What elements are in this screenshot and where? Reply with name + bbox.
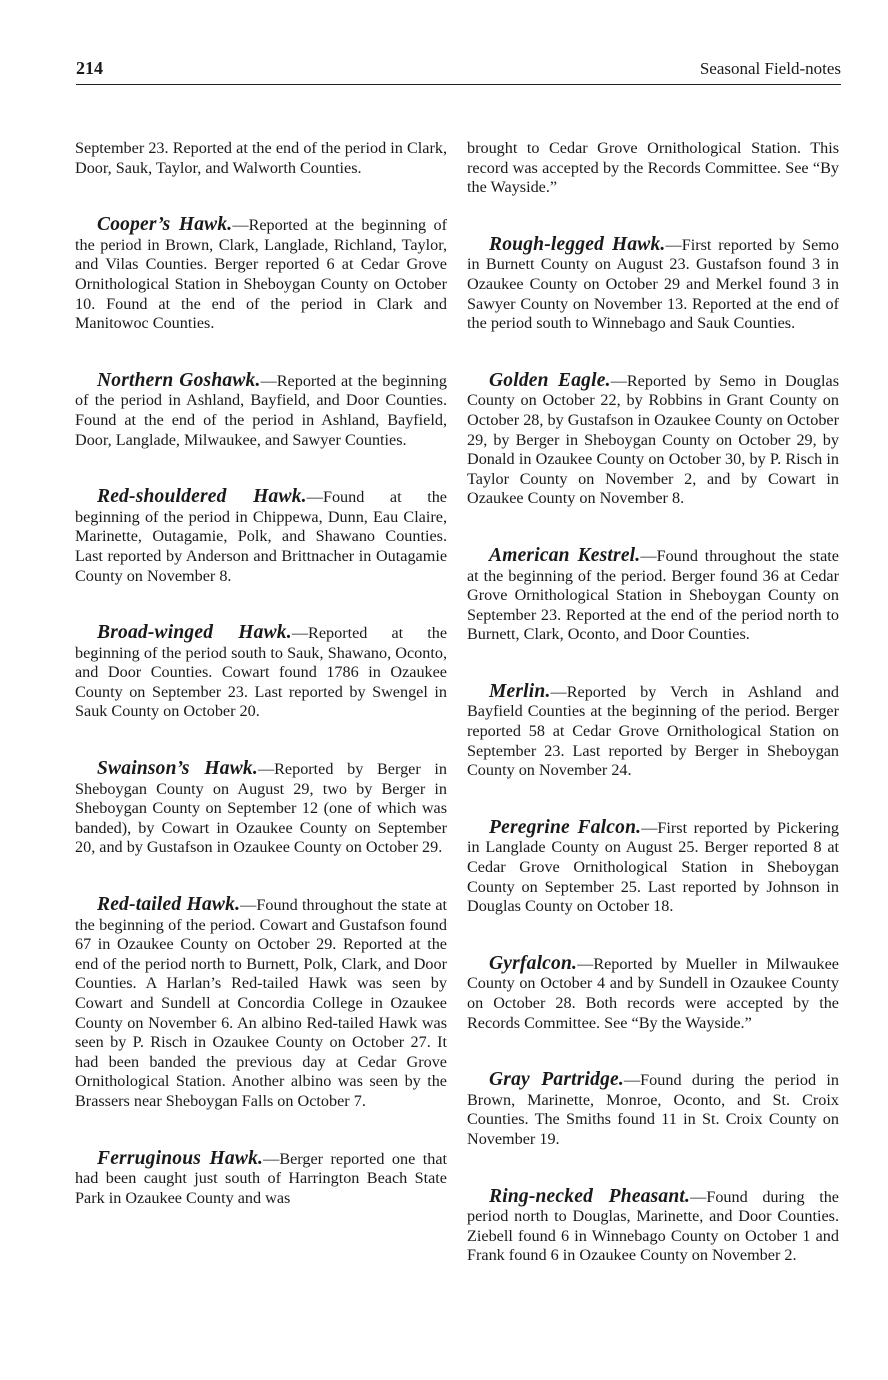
species-name: Swainson’s Hawk. xyxy=(97,758,258,780)
entry-text: —Found throughout the state at the beginning of the period. Cowart and Gustafson found 67 in Ozaukee County on October 29. Reported at the end of the period north to Burnett, Polk, Clark, and Door Counties. A Harlan’s Red-tailed Hawk was seen by Cowart and Sundell at Concordia College in Ozaukee County on November 6. An albino Red-tailed Hawk was seen by P. Risch in Ozaukee County on October 27. It had been banded the previous day at Cedar Grove Ornithological Station. Another albino was seen by the Brassers near Sheboygan Falls on October 7. xyxy=(75,896,448,1110)
species-name: Rough-legged Hawk. xyxy=(489,233,666,255)
species-entry-golden-eagle xyxy=(467,371,839,509)
species-name: Golden Eagle. xyxy=(489,369,611,391)
species-name: Cooper’s Hawk. xyxy=(97,214,233,236)
species-entry-swainsons-hawk xyxy=(75,759,447,858)
entry-text: —Reported at the beginning of the period in Brown, Clark, Langlade, Richland, Taylor, and Vilas Counties. Berger reported 6 at Cedar Grove Ornithological Station in Sheboygan County on October 10. Found at the end of the period in Clark and Manitowoc Counties. xyxy=(75,216,447,333)
species-entry-red-shouldered-hawk xyxy=(75,487,447,586)
species-name: Ring-necked Pheasant. xyxy=(489,1185,691,1207)
entry-text: —First reported by Pickering in Langlade County on August 25. Berger reported 8 at Cedar Grove Ornithological Station in Sheboygan County on September 25. Last reported by Johnson in Douglas County on October 18. xyxy=(467,818,839,916)
entry-text: —Found at the beginning of the period in Chippewa, Dunn, Eau Claire, Marinette, Outagamie, Polk, and Shawano Counties. Last reported by Anderson and Brittnacher in Outagamie County on November 8. xyxy=(75,488,447,585)
entry-text: —Reported by Semo in Douglas County on October 22, by Robbins in Grant County on October 28, by Gustafson in Ozaukee County on October 29, by Berger in Sheboygan County on October 29, by Donald in Ozaukee County on October 30, by P. Risch in Taylor County on November 2, and by Cowart in Ozaukee County on November 8. xyxy=(467,371,839,508)
species-entry-coopers-hawk xyxy=(75,215,447,334)
continuation-text: brought to Cedar Grove Ornithological Station. This record was accepted by the Records Committee. See “By the Wayside.” xyxy=(467,139,839,197)
species-entry-ring-necked-pheasant xyxy=(467,1187,839,1266)
species-name: Gyrfalcon. xyxy=(489,952,578,974)
species-name: Red-shouldered Hawk. xyxy=(97,486,307,508)
right-column xyxy=(467,139,839,1303)
species-name: Red-tailed Hawk. xyxy=(97,894,241,916)
species-entry-ferruginous-hawk xyxy=(75,1149,447,1209)
entry-text: —Found throughout the state at the beginning of the period. Berger found 36 at Cedar Grove Ornithological Station in Sheboygan County on September 23. Reported at the end of the period north to Burnett, Clark, Oconto, and Door Counties. xyxy=(467,546,839,644)
species-entry-american-kestrel xyxy=(467,546,839,645)
species-name: Ferruginous Hawk. xyxy=(97,1147,264,1169)
entry-text: —Found during the period in Brown, Marinette, Monroe, Oconto, and St. Croix Counties. The Smiths found 11 in St. Croix County on November 19. xyxy=(467,1071,839,1148)
left-column xyxy=(75,139,447,1245)
species-entry-merlin xyxy=(467,682,839,781)
continuation-text: September 23. Reported at the end of the period in Clark, Door, Sauk, Taylor, and Walworth Counties. xyxy=(75,139,447,177)
entry-text: —Reported at the beginning of the period south to Sauk, Shawano, Oconto, and Door Counties. Cowart found 1786 in Ozaukee County on September 23. Last reported by Swengel in Sauk County on October 20. xyxy=(75,624,448,721)
species-entry-peregrine-falcon xyxy=(467,818,839,917)
species-entry-red-tailed-hawk xyxy=(75,895,447,1112)
entry-text: —Found during the period north to Douglas, Marinette, and Door Counties. Ziebell found 6 in Winnebago County on October 1 and Frank found 6 in Ozaukee County on November 2. xyxy=(467,1187,839,1265)
species-entry-broad-winged-hawk xyxy=(75,623,447,722)
page-number: 214 xyxy=(76,58,103,78)
species-name: Gray Partridge. xyxy=(489,1069,624,1091)
entry-text: —Berger reported one that had been caught just south of Harrington Beach State Park in Ozaukee County and was xyxy=(75,1149,447,1207)
species-name: Northern Goshawk. xyxy=(97,369,261,391)
entry-text: —First reported by Semo in Burnett County on August 23. Gustafson found 3 in Ozaukee County on October 29 and Merkel found 3 in Sawyer County on November 13. Reported at the end of the period south to Winnebago and Sauk Counties. xyxy=(467,235,839,333)
entry-text: —Reported by Verch in Ashland and Bayfield Counties at the beginning of the period. Berger reported 58 at Cedar Grove Ornithological Station on September 23. Last reported by Berger in Sheboygan County on November 24. xyxy=(467,682,839,780)
running-title: Seasonal Field-notes xyxy=(699,59,841,78)
species-entry-northern-goshawk xyxy=(75,371,447,450)
species-entry-gyrfalcon xyxy=(467,954,839,1033)
species-entry-gray-partridge xyxy=(467,1070,839,1149)
entry-text: —Reported at the beginning of the period in Ashland, Bayfield, and Door Counties. Found at the end of the period in Ashland, Bayfield, Door, Langlade, Milwaukee, and Sawyer Counties. xyxy=(75,371,447,449)
species-entry-rough-legged-hawk xyxy=(467,235,839,334)
entry-text: —Reported by Mueller in Milwaukee County on October 4 and by Sundell in Ozaukee County on October 28. Both records were accepted by the Records Committee. See “By the Wayside.” xyxy=(467,954,839,1032)
species-name: Merlin. xyxy=(489,680,551,702)
entry-text: —Reported by Berger in Sheboygan County on August 29, two by Berger in Sheboygan County on September 12 (one of which was banded), by Cowart in Ozaukee County on September 20, and by Gustafson in Ozaukee County on October 29. xyxy=(75,760,447,857)
species-name: American Kestrel. xyxy=(489,544,641,566)
species-name: Broad-winged Hawk. xyxy=(97,622,292,644)
species-name: Peregrine Falcon. xyxy=(489,816,642,838)
page-header xyxy=(76,54,841,85)
